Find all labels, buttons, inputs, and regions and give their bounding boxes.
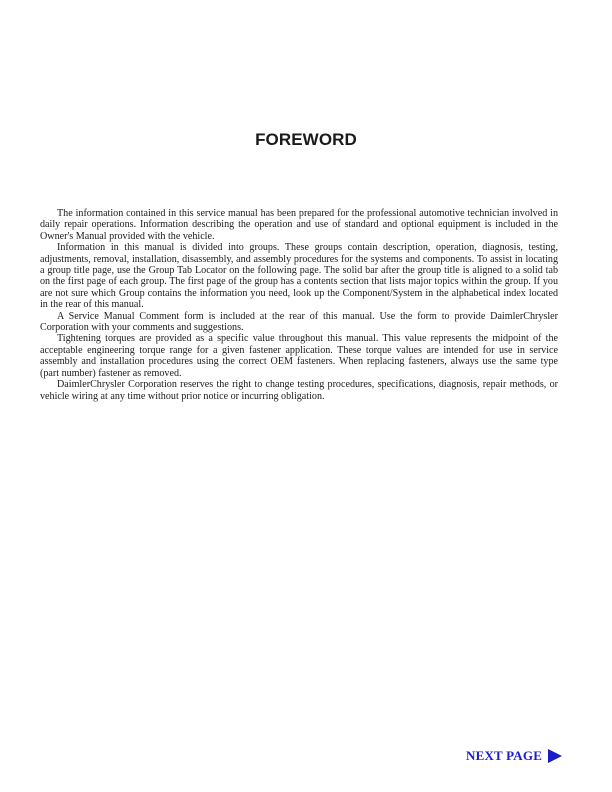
paragraph-torques: Tightening torques are provided as a specific value throughout this manual. This value represents the midpoint of the acceptable engineering torque range for a given fastener application. These torque values are intended for use in service assembly and installation procedures using the correct OEM fasteners. When replacing fasteners, always use the same type (part number) fastener as removed. (40, 333, 558, 379)
next-page-link[interactable] (466, 748, 562, 764)
paragraph-intro: The information contained in this service manual has been prepared for the professional automotive technician involved in daily repair operations. Information describing the operation and use of standard and optional equipment is included in the Owner's Manual provided with the vehicle. (40, 208, 558, 242)
next-page-label: NEXT PAGE (466, 748, 543, 763)
page-title: FOREWORD (255, 130, 357, 149)
paragraph-groups: Information in this manual is divided into groups. These groups contain description, operation, diagnosis, testing, adjustments, removal, installation, disassembly, and assembly procedures for the systems and components. To assist in locating a group title page, use the Group Tab Locator on the following page. The solid bar after the group title is aligned to a solid tab on the first page of each group. The first page of the group has a contents section that lists major topics within the group. If you are not sure which Group contains the information you need, look up the Component/System in the alphabetical index located in the rear of this manual. (40, 242, 558, 311)
foreword-body (40, 208, 558, 402)
paragraph-comment-form: A Service Manual Comment form is included at the rear of this manual. Use the form to provide DaimlerChrysler Corporation with your comments and suggestions. (40, 310, 558, 334)
right-arrow-icon (548, 749, 562, 763)
paragraph-disclaimer: DaimlerChrysler Corporation reserves the right to change testing procedures, specifications, diagnosis, repair methods, or vehicle wiring at any time without prior notice or incurring obligation. (40, 379, 558, 402)
